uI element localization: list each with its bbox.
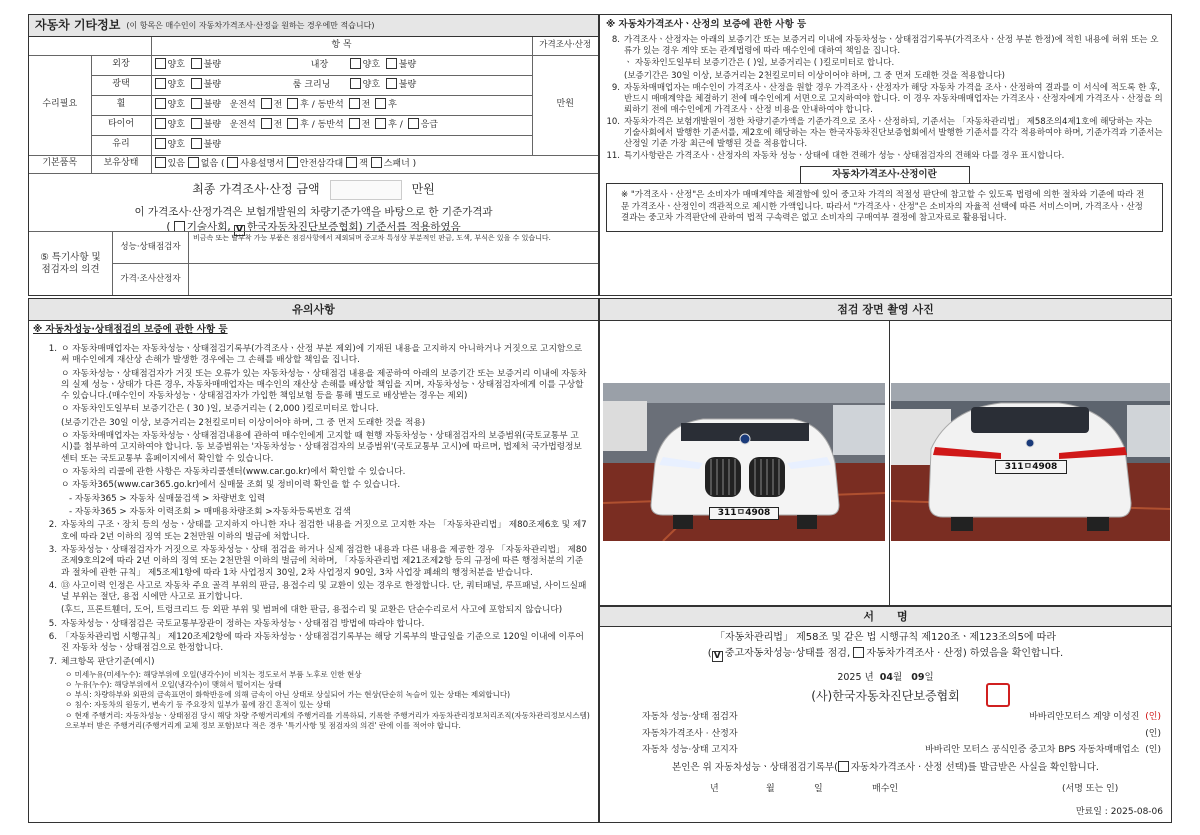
seal-mark: (인) <box>1145 712 1161 723</box>
list-item: ㅇ 자동차의 리콜에 관한 사항은 자동차리콜센터(www.car.go.kr)에서 확인할 수 있습니다. <box>61 467 406 477</box>
unit-manwon: 만원 <box>532 55 598 155</box>
signature-date <box>600 672 1171 684</box>
checkbox-receipt[interactable] <box>838 761 849 772</box>
date-unit: 월 <box>893 671 903 683</box>
date-month: 04 <box>879 671 893 683</box>
date-unit: 일 <box>924 671 934 683</box>
rear-photo <box>891 383 1170 541</box>
basic-label: 보유상태 <box>91 155 151 173</box>
checkbox[interactable] <box>408 118 419 129</box>
rear-plate: 311ㅁ4908 <box>995 460 1067 474</box>
opt-label: 불량 <box>398 60 417 71</box>
checkbox[interactable] <box>346 157 357 168</box>
receipt-post: 자동차가격조사 · 산정 선택)를 발급받은 사실을 확인합니다. <box>850 762 1099 774</box>
checkbox[interactable] <box>350 78 361 89</box>
checkbox[interactable] <box>287 118 298 129</box>
buyer-month: 월 <box>766 784 775 794</box>
special-inspector-label: 성능·상태점검자 <box>113 232 189 263</box>
list-item: 1. ㅇ 자동차매매업자는 자동차성능ㆍ상태점검기록부(가격조사ㆍ산정 부분 제외)에 기재된 내용을 고지하지 아니하거나 거짓으로 고지함으로써 매수인에게 재산상 손해가 발생한 경우에는 그 손해를 배상할 책임을 집니다. <box>48 343 583 366</box>
opt-label: 잭 <box>359 159 368 170</box>
checkbox[interactable] <box>155 98 166 109</box>
opt-label: ( <box>221 159 228 170</box>
signature-row <box>642 745 1161 756</box>
seal-mark: (인) <box>1145 728 1161 739</box>
row-label: 외장 <box>91 55 151 75</box>
row-options <box>151 135 532 155</box>
checkbox[interactable] <box>227 157 238 168</box>
seat-label: 운전석 <box>229 100 256 111</box>
col-item: 항 목 <box>151 37 532 55</box>
opt-label: 양호 <box>167 100 185 111</box>
list-item: 6. 「자동차관리법 시행규칙」 제120조제2항에 따라 자동차성능ㆍ상태점검기록부는 해당 기록부의 발급일을 기준으로 120일 이내에 이루어진 자동차 성능ㆍ상태점검으로 한정합니다. <box>48 632 584 654</box>
opt-label: 전 <box>361 120 371 131</box>
price-guarantee-list <box>606 35 1163 162</box>
checkbox[interactable] <box>191 138 202 149</box>
buyer-year: 년 <box>710 784 719 794</box>
opt-label: 불량 <box>203 60 222 71</box>
checkbox[interactable] <box>191 98 202 109</box>
checkbox[interactable] <box>371 157 382 168</box>
special-notes <box>29 231 598 295</box>
price-box-title: 자동차가격조사·산정이란 <box>800 166 970 184</box>
front-photo <box>603 383 885 541</box>
row-label2: 내장 <box>310 60 329 71</box>
other-info-header <box>29 15 598 37</box>
basic-options <box>151 155 598 173</box>
opt-label: 양호 <box>167 60 185 71</box>
buyer-row <box>600 784 1171 795</box>
opt-label: 후 / <box>388 120 403 131</box>
other-info-table <box>29 37 598 174</box>
list-item: ㅇ 자동차365(www.car365.go.kr)에서 실매물 조회 및 정비이력 확인을 할 수 있습니다. <box>61 480 401 491</box>
opt-label: 양호 <box>167 120 185 131</box>
role: 자동차 성능·상태 점검자 <box>642 712 738 723</box>
row-label: 타이어 <box>91 115 151 135</box>
row-options <box>151 55 532 75</box>
opt-label: 불량 <box>203 120 222 131</box>
sig-opt2: 자동차가격조사 · 산정) 하였음을 확인합니다. <box>866 647 1064 659</box>
seal-mark: (인) <box>1145 744 1161 755</box>
buyer-day: 일 <box>814 784 823 794</box>
signer-name <box>802 729 1145 740</box>
opt-label: 전 <box>273 100 283 111</box>
list-item: 9. 자동차매매업자는 매수인이 가격조사ㆍ산정을 원할 경우 가격조사ㆍ산정자가 해당 자동차 가격을 조사ㆍ산정하여 결과를 이 서식에 적도록 한 후, 반드시 매매계약을 체결하기 전에 매수인에게 서면으로 고지하여야 합니다. 이 경우 자동차매매업자는 가격조사ㆍ산정자에게 가격조사ㆍ산정을 의뢰하기 전에 매수인에게 가격조사ㆍ산정 비용을 안내하여야 합니다. <box>611 83 1163 115</box>
signature-org: (사)한국자동차진단보증협회 <box>811 689 960 704</box>
final-price-label: 최종 가격조사·산정 금액 <box>192 182 320 196</box>
opt-label: 후 / 동반석 <box>300 120 344 131</box>
signature-row <box>642 712 1161 723</box>
final-price-input[interactable] <box>330 180 402 200</box>
other-info-note: (이 항목은 매수인이 자동차가격조사·산정을 원하는 경우에만 적습니다) <box>126 20 375 30</box>
signature-line1: 「자동차관리법」 제58조 및 같은 법 시행규칙 제120조ㆍ제123조의5에 따라 <box>714 632 1056 643</box>
checkbox[interactable] <box>155 157 166 168</box>
sig-opt1: 중고자동차성능·상태를 점검, <box>724 647 851 659</box>
opt-label: 전 <box>361 100 371 111</box>
list-item: 11. 특기사항란은 가격조사ㆍ산정자의 자동차 성능ㆍ상태에 대한 견해가 성능ㆍ상태점검자의 견해와 다를 경우 표시합니다. <box>606 151 1065 162</box>
special-label: ⑤ 특기사항 및 점검자의 의견 <box>29 232 113 295</box>
list-item: 4. ⑬ 사고이력 인정은 사고로 자동차 주요 골격 부위의 판금, 용접수리 및 교환이 있는 경우로 한정합니다. 단, 쿼터패널, 루프패널, 사이드실패널 부위는 절단, 용접 시에만 사고로 표기합니다. <box>48 580 587 603</box>
checkbox[interactable] <box>386 58 397 69</box>
checkbox[interactable] <box>349 118 360 129</box>
row-label: 광택 <box>91 75 151 95</box>
checkbox[interactable] <box>261 118 272 129</box>
list-item: - 자동차365 > 자동차 이력조회 > 매매용차량조회 >자동차등록번호 검색 <box>69 506 351 517</box>
list-item: 10. 자동차가격은 보험개발원이 정한 차량기준가액을 기준가격으로 조사ㆍ산정하되, 기준서는 「자동차관리법」 제58조의4제1호에 해당하는 자는 기술사회에서 발행한 기준서를, 제2호에 해당하는 자는 한국자동차진단보증협회에서 발행한 기준서를 각각 적용하여야 하며, 기준가격과 기준서는 산정일 기준 가장 최근에 발행된 것을 적용합니다. <box>606 117 1163 149</box>
list-item: ㅇ 자동차매매업자는 자동차성능ㆍ상태점검내용에 관하여 매수인에게 고지할 때 현행 자동차성능ㆍ상태점검자의 보증범위(국토교통부 고시)를 첨부하여 고지하여야 합니다. 동 보증범위는 '자동차성능ㆍ상태점검자의 보증범위'(국토교통부 고시)에 따르며, 법제처 국가법령정보센터 또는 국토교통부 홈페이지에서 확인할 수 있습니다. <box>61 431 582 464</box>
org-seal-icon <box>986 683 1010 707</box>
notes-list <box>33 344 590 668</box>
list-item: (후드, 프론트휀더, 도어, 트렁크리드 등 외판 부위 및 범퍼에 대한 판금, 용접수리 및 교환은 단순수리로서 사고에 포함되지 않습니다) <box>61 605 563 616</box>
checkbox[interactable] <box>188 157 199 168</box>
role: 자동차가격조사 · 산정자 <box>642 728 738 739</box>
checkbox[interactable] <box>155 118 166 129</box>
std-tail: 기준서를 적용하였음 <box>366 220 461 233</box>
final-price-unit: 만원 <box>411 182 435 196</box>
signature-rows <box>600 712 1171 756</box>
special-price-label: 가격·조사산정자 <box>113 264 189 295</box>
opt-label: 안전삼각대 <box>299 159 344 170</box>
checkbox[interactable] <box>287 157 298 168</box>
list-item: ㅇ 자동차성능ㆍ상태점검자가 거짓 또는 오류가 있는 자동차성능ㆍ상태점검 내용을 제공하여 아래의 보증기간 또는 보증거리 이내에 자동차의 실제 성능ㆍ상태가 다른 경우, 자동차매매업자는 매수인의 재산상 손해를 배상할 책임을 지며, 자동차성능ㆍ상태점검자에게 이를 구상할 수 있습니다.(매수인이 자동차성능ㆍ상태점검자가 가입한 책임보험 등을 통해 별도로 배상받는 경우는 제외) <box>61 368 587 402</box>
seat-label: 운전석 <box>229 120 256 131</box>
notes-section <box>28 298 599 823</box>
opt-label: 후 / 동반석 <box>300 100 344 111</box>
col-price: 가격조사·산정 <box>532 37 598 55</box>
list-item: 8. 가격조사ㆍ산정자는 아래의 보증기간 또는 보증거리 이내에 자동차성능ㆍ상태점검기록부(가격조사ㆍ산정 부분 한정)에 적힌 내용에 허위 또는 오류가 있는 경우 계약 또는 관계법령에 따라 매수인에 대하여 책임을 집니다. <box>611 34 1159 56</box>
buyer-label: 매수인 <box>872 784 899 794</box>
checkbox[interactable] <box>155 138 166 149</box>
notes-title: ※ 자동차성능·상태점검의 보증에 관한 사항 등 <box>33 324 228 335</box>
signature-section <box>599 606 1172 823</box>
list-item: 2. 자동차의 구조ㆍ장치 등의 성능ㆍ상태를 고지하지 아니한 자나 점검한 내용을 거짓으로 고지한 자는 「자동차관리법」 제80조제6호 및 제7호에 따라 2년 이하의 징역 또는 2천만원 이하의 벌금에 처합니다. <box>48 520 587 542</box>
checkbox[interactable] <box>350 58 361 69</box>
list-item: ㆍ 자동차인도일부터 보증기간은 ( )일, 보증거리는 ( )킬로미터로 합니다. <box>624 58 895 69</box>
signature-line2 <box>600 647 1171 662</box>
opt-label: 스패너 ) <box>383 159 417 170</box>
other-info-title: 자동차 기타정보 <box>35 18 121 32</box>
date-unit: 년 <box>864 671 874 683</box>
photos-header: 점검 장면 촬영 사진 <box>600 299 1171 321</box>
signer-name: 바바리안 모터스 공식인증 중고차 BPS 자동차매매업소 <box>925 744 1140 755</box>
signer-name: 바바리안모터스 계양 이성진 <box>1029 712 1140 723</box>
opt-label: 양호 <box>167 140 185 151</box>
repair-group: 수리필요 <box>29 55 91 155</box>
row-label2: 룸 크리닝 <box>292 80 331 91</box>
checkbox[interactable] <box>191 58 202 69</box>
std-opt2: 한국자동차진단보증협회) <box>247 220 363 233</box>
signature-row <box>642 729 1161 740</box>
list-item: 7. 체크항목 판단기준(예시) <box>48 656 155 667</box>
checkbox-tech-society[interactable] <box>174 221 185 232</box>
role: 자동차 성능·상태 고지자 <box>642 744 738 755</box>
checkbox[interactable] <box>191 118 202 129</box>
checkbox-kadia[interactable]: V <box>234 225 245 236</box>
list-item: 3. 자동차성능ㆍ상태점검자가 거짓으로 자동차성능ㆍ상태 점검을 하거나 실제 점검한 내용과 다른 내용을 제공한 경우 「자동차관리법」 제80조제9호의2에 따라 2년 이하의 징역 또는 2천만원 이하의 벌금에 처하며, 「자동차관리법 제21조제2항 등의 규정에 따른 행정처분의 기준과 절차에 관한 규칙」 제5조제1항에 따라 1차 사업정지 30일, 2차 사업정지 90일, 3차 사업장 폐쇄의 행정처분을 받습니다. <box>48 544 587 578</box>
checkbox[interactable] <box>261 98 272 109</box>
list-item: - 자동차365 > 자동차 실매물검색 > 차량번호 입력 <box>69 493 266 504</box>
special-inspector-text: 비금속 또는 탈부착 가능 부품은 점검사항에서 제외되며 중고차 특성상 부분적인 판금, 도색, 부식은 있을 수 있습니다. <box>193 234 551 242</box>
price-box-text: ※ "가격조사ㆍ산정"은 소비자가 매매계약을 체결함에 있어 중고차 가격의 적절성 판단에 참고할 수 있도록 법령에 의한 절차와 기준에 따라 전문 가격조사ㆍ산정인이 객관적으로 제시한 가액입니다. 따라서 "가격조사ㆍ산정"은 소비자의 자율적 선택에 따른 서비스이며, 가격조사ㆍ산정 결과는 중고차 가격판단에 관하여 법적 구속력은 없고 소비자의 구매여부 결정에 참고자료로 활용됩니다. <box>606 183 1163 233</box>
notes-header: 유의사항 <box>29 299 598 321</box>
row-label: 유리 <box>91 135 151 155</box>
list-item: ㅇ 부식: 차량하부와 외판의 금속표면이 화학반응에 의해 금속이 아닌 상태로 상실되어 가는 현상(단순히 녹슬어 있는 상태는 제외합니다) <box>65 690 510 700</box>
row-options <box>151 95 532 115</box>
final-price-row <box>29 180 598 200</box>
date-year: 2025 <box>837 671 862 683</box>
date-day: 09 <box>911 671 925 683</box>
basic-group: 기본품목 <box>29 155 91 173</box>
opt-label: 사용설명서 <box>240 159 284 170</box>
opt-label: 양호 <box>362 80 381 91</box>
list-item: (보증기간은 30일 이상, 보증거리는 2천킬로미터 이상이어야 하며, 그 중 먼저 도래한 것을 적용합니다) <box>624 70 1005 81</box>
other-info-section <box>28 14 599 296</box>
checkbox[interactable] <box>349 98 360 109</box>
opt-label: 없음 <box>200 159 219 170</box>
opt-label: 불량 <box>203 140 222 151</box>
notes-criteria-list <box>33 670 590 731</box>
expiry-date: 만료일 : 2025-08-06 <box>1075 806 1163 817</box>
checkbox[interactable] <box>375 98 386 109</box>
opt-label: 불량 <box>203 100 222 111</box>
receipt-pre: 본인은 위 자동차성능ㆍ상태점검기록부( <box>672 762 838 774</box>
checkbox-price[interactable] <box>853 647 864 658</box>
signature-org-row <box>600 689 1171 704</box>
checkbox[interactable] <box>191 78 202 89</box>
opt-label: 불량 <box>203 80 222 91</box>
standard-line1: 이 가격조사·산정가격은 보험개발원의 차량기준가액을 바탕으로 한 기준가격과 <box>134 205 493 218</box>
opt-label: 후 <box>388 100 397 111</box>
opt-label: 응급 <box>420 120 438 131</box>
checkbox[interactable] <box>155 58 166 69</box>
row-label: 휠 <box>91 95 151 115</box>
list-item: (보증기간은 30일 이상, 보증거리는 2천킬로미터 이상이어야 하며, 그 중 먼저 도래한 것을 적용) <box>61 417 426 428</box>
price-guarantee-title: ※ 자동차가격조사ㆍ산정의 보증에 관한 사항 등 <box>606 19 807 30</box>
paren: ( <box>166 220 171 233</box>
std-opt1: 기술사회, <box>186 220 231 233</box>
row-options <box>151 75 532 95</box>
price-guarantee-section <box>599 14 1172 296</box>
opt-label: 양호 <box>362 60 381 71</box>
receipt-line <box>600 761 1171 774</box>
buyer-sign[interactable]: (서명 또는 인) <box>1062 784 1119 794</box>
checkbox[interactable] <box>375 118 386 129</box>
list-item: ㅇ 침수: 자동차의 원동기, 변속기 등 주요장치 일부가 물에 잠긴 흔적이 있는 상태 <box>65 700 331 710</box>
opt-label: 전 <box>273 120 283 131</box>
list-item: ㅇ 미세누유(미세누수): 해당부위에 오일(냉각수)이 비치는 정도로서 부품 노후로 인한 현상 <box>65 670 362 679</box>
opt-label: 있음 <box>167 159 185 170</box>
opt-label: 불량 <box>398 80 417 91</box>
front-plate: 311ㅁ4908 <box>709 507 779 520</box>
list-item: ㅇ 자동차인도일부터 보증기간은 ( 30 )일, 보증거리는 ( 2,000 )킬로미터로 합니다. <box>61 404 379 415</box>
checkbox-inspection[interactable]: V <box>712 651 723 662</box>
list-item: ㅇ 현재 주행거리: 자동차성능ㆍ상태점검 당시 해당 차량 주행거리계의 주행거리를 기록하되, 기록한 주행거리가 자동차관리정보처리조직(자동차관리정보시스템)으로부터 받은 주행거리(주행거리계 교체 정보 포함)보다 적은 경우 '특기사항 및 점검자의 의견' 란에 이를 적어야 합니다. <box>65 710 590 730</box>
row-options <box>151 115 532 135</box>
checkbox[interactable] <box>386 78 397 89</box>
list-item: ㅇ 누유(누수): 해당부위에서 오일(냉각수)이 맺혀서 떨어지는 상태 <box>65 680 282 690</box>
signature-header: 서 명 <box>600 607 1171 627</box>
list-item: 5. 자동차성능ㆍ상태점검은 국토교통부장관이 정하는 자동차성능ㆍ상태점검 방법에 따라야 합니다. <box>48 618 425 629</box>
paren: ( <box>707 647 712 659</box>
checkbox[interactable] <box>287 98 298 109</box>
opt-label: 양호 <box>167 80 185 91</box>
checkbox[interactable] <box>155 78 166 89</box>
photos-section <box>599 298 1172 606</box>
